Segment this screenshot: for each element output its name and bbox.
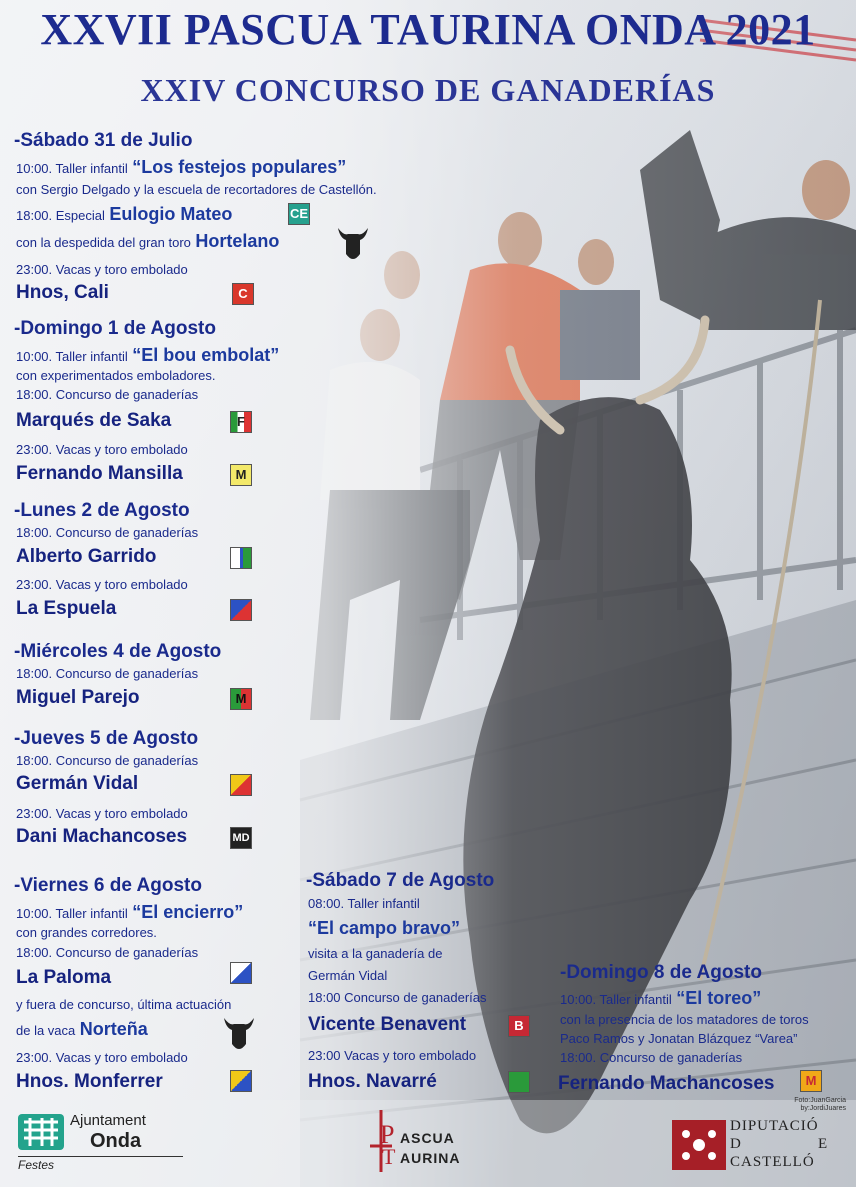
dom8-e1-highlight: “El toreo” xyxy=(676,988,762,1008)
brand-eulogio-icon: CE xyxy=(288,203,310,225)
brand-paloma-icon xyxy=(230,962,252,984)
festes-label: Festes xyxy=(18,1158,55,1172)
photo-credit xyxy=(760,1097,846,1113)
day-miercoles-4-title: -Miércoles 4 de Agosto xyxy=(14,641,222,662)
footer-divider xyxy=(18,1156,183,1157)
day-viernes-6-title: -Viernes 6 de Agosto xyxy=(14,875,202,896)
castello-label: CASTELLÓ xyxy=(730,1154,815,1170)
sab7-e1-highlight: “El campo bravo” xyxy=(308,918,461,938)
vie6-event1 xyxy=(16,902,243,923)
lun2-e2-time: 23:00. Vacas y toro embolado xyxy=(16,577,188,592)
dom8-e1-time: 10:00. Taller infantil xyxy=(560,992,672,1007)
dom8-e1-desc: con la presencia de los matadores de toros xyxy=(560,1012,809,1027)
dom1-e2-name: Marqués de Saka xyxy=(16,410,172,431)
brand-cali-icon: C xyxy=(232,283,254,305)
sab31-e2-time: 18:00. Especial xyxy=(16,208,105,223)
jue5-e1-time: 18:00. Concurso de ganaderías xyxy=(16,753,199,768)
bull-head-icon xyxy=(222,1012,256,1056)
sab31-e2-desc: con la despedida del gran toro xyxy=(16,235,191,250)
sab31-e2-name: Eulogio Mateo xyxy=(109,204,233,224)
vie6-e1-time: 10:00. Taller infantil xyxy=(16,906,128,921)
brand-espuela-icon xyxy=(230,599,252,621)
dom1-e3-time: 23:00. Vacas y toro embolado xyxy=(16,442,188,457)
sab7-e1-desc2: Germán Vidal xyxy=(308,968,388,983)
pascua-t-letter: T xyxy=(382,1144,396,1169)
subtitle: XXIV CONCURSO DE GANADERÍAS xyxy=(140,72,716,108)
sab31-e3-name: Hnos, Cali xyxy=(16,282,109,303)
lun2-e2-name: La Espuela xyxy=(16,598,117,619)
mie4-e1-name: Miguel Parejo xyxy=(16,687,140,708)
dom1-e1-highlight: “El bou embolat” xyxy=(132,345,280,365)
day-domingo-8-title: -Domingo 8 de Agosto xyxy=(560,962,762,983)
sab7-e1-desc: visita a la ganadería de xyxy=(308,946,443,961)
brand-dani-icon: MD xyxy=(230,827,252,849)
vie6-e4-time: 23:00. Vacas y toro embolado xyxy=(16,1050,188,1065)
day-domingo-1-title: -Domingo 1 de Agosto xyxy=(14,318,216,339)
dom1-e1-time: 10:00. Taller infantil xyxy=(16,349,128,364)
lun2-e1-name: Alberto Garrido xyxy=(16,546,157,567)
ajuntament-label: Ajuntament xyxy=(70,1112,146,1129)
dom8-e2-time: 18:00. Concurso de ganaderías xyxy=(560,1050,743,1065)
vie6-e2-time: 18:00. Concurso de ganaderías xyxy=(16,945,199,960)
dom1-e2-time: 18:00. Concurso de ganaderías xyxy=(16,387,199,402)
brand-saka-icon: F xyxy=(230,411,252,433)
vie6-e1-highlight: “El encierro” xyxy=(132,902,244,922)
brand-benavent-icon: B xyxy=(508,1015,530,1037)
pascua-label: ASCUA xyxy=(400,1130,455,1146)
vie6-e4-name: Hnos. Monferrer xyxy=(16,1071,163,1092)
jue5-e2-time: 23:00. Vacas y toro embolado xyxy=(16,806,188,821)
sab31-e1-highlight: “Los festejos populares” xyxy=(132,157,347,177)
vie6-e3-desc: y fuera de concurso, última actuación xyxy=(16,997,232,1012)
diputacio-e-label: E xyxy=(818,1136,828,1152)
sab7-e2-time: 18:00 Concurso de ganaderías xyxy=(308,990,487,1005)
sab31-e2-bull: Hortelano xyxy=(195,231,280,251)
ajuntament-onda-logo xyxy=(18,1112,188,1172)
brand-parejo-icon: M xyxy=(230,688,252,710)
sab31-event1 xyxy=(16,157,346,178)
brand-fernando-icon: M xyxy=(800,1070,822,1092)
vie6-e3-name: Norteña xyxy=(79,1019,148,1039)
dom8-event1 xyxy=(560,988,761,1009)
vie6-e3-desc2: de la vaca xyxy=(16,1023,76,1038)
day-lunes-2-title: -Lunes 2 de Agosto xyxy=(14,500,190,521)
taurina-label: AURINA xyxy=(400,1150,461,1166)
brand-vidal-icon xyxy=(230,774,252,796)
dom8-e1-desc2: Paco Ramos y Jonatan Blázquez “Varea” xyxy=(560,1031,798,1046)
vie6-e1-desc: con grandes corredores. xyxy=(16,925,157,940)
vie6-e2-name: La Paloma xyxy=(16,967,112,988)
jue5-e1-name: Germán Vidal xyxy=(16,773,139,794)
onda-logo-icon xyxy=(18,1114,64,1150)
mie4-e1-time: 18:00. Concurso de ganaderías xyxy=(16,666,199,681)
day-sabado-7-title: -Sábado 7 de Agosto xyxy=(306,870,495,891)
photo-credit-line2: by:JordiJuares xyxy=(800,1105,846,1112)
photo-credit-line1: Foto:JuanGarcia xyxy=(794,1097,846,1104)
bull-head-icon xyxy=(336,222,370,266)
lun2-e1-time: 18:00. Concurso de ganaderías xyxy=(16,525,199,540)
sab31-event2 xyxy=(16,204,232,225)
main-title: XXVII PASCUA TAURINA ONDA 2021 xyxy=(40,5,816,54)
diputacio-d-label: D xyxy=(730,1136,741,1152)
diputacio-castello-logo xyxy=(672,1118,848,1178)
sab31-e2-desc-line xyxy=(16,231,279,252)
sab7-e3-time: 23:00 Vacas y toro embolado xyxy=(308,1048,477,1063)
brand-monferrer-icon xyxy=(230,1070,252,1092)
onda-label: Onda xyxy=(90,1130,142,1152)
dom1-e1-desc: con experimentados emboladores. xyxy=(16,368,216,383)
day-sabado-31-title: -Sábado 31 de Julio xyxy=(14,130,193,151)
diputacio-label: DIPUTACIÓ xyxy=(730,1118,819,1134)
day-jueves-5-title: -Jueves 5 de Agosto xyxy=(14,728,199,749)
sab7-e2-name: Vicente Benavent xyxy=(308,1014,467,1035)
diputacio-emblem-icon xyxy=(672,1120,726,1170)
brand-mansilla-icon: M xyxy=(230,464,252,486)
dom8-e2-name: Fernando Machancoses xyxy=(558,1073,775,1094)
sab31-e1-desc: con Sergio Delgado y la escuela de recortadores de Castellón. xyxy=(16,182,377,197)
dom1-event1 xyxy=(16,345,279,366)
jue5-e2-name: Dani Machancoses xyxy=(16,826,188,847)
sab31-e3-time: 23:00. Vacas y toro embolado xyxy=(16,262,188,277)
vie6-event3 xyxy=(16,1019,148,1040)
brand-navarre-icon xyxy=(508,1071,530,1093)
pascua-taurina-logo xyxy=(366,1106,486,1176)
dom1-e3-name: Fernando Mansilla xyxy=(16,463,183,484)
sab31-e1-time: 10:00. Taller infantil xyxy=(16,161,128,176)
pascua-p-letter: P xyxy=(380,1120,395,1149)
sab7-e3-name: Hnos. Navarré xyxy=(308,1071,437,1092)
brand-garrido-icon xyxy=(230,547,252,569)
sab7-e1-time: 08:00. Taller infantil xyxy=(308,896,420,911)
